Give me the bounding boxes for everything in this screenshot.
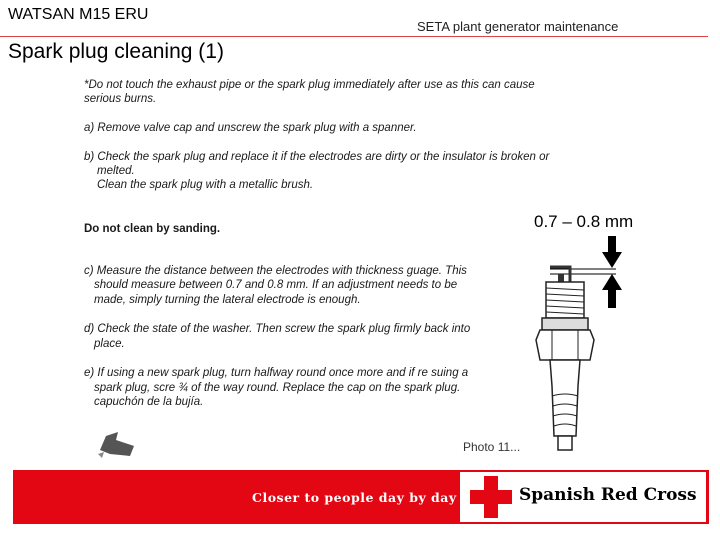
step-d-line-2: place.: [94, 338, 125, 350]
header-divider: [0, 36, 708, 37]
step-e-line-1: e) If using a new spark plug, turn halfway round once more and if re suing a: [84, 367, 469, 379]
gap-label: 0.7 – 0.8 mm: [534, 212, 634, 231]
header-left-text: WATSAN M15 ERU: [8, 6, 149, 23]
header-right-text: SETA plant generator maintenance: [417, 19, 619, 34]
red-cross-icon: [470, 476, 512, 518]
step-b-line-2: melted.: [97, 165, 135, 177]
step-e-line-2: spark plug, scre ¾ of the way round. Replace the cap on the spark plug.: [94, 382, 461, 394]
no-sanding-note: Do not clean by sanding.: [84, 223, 221, 235]
step-c-line-3: made, simply turning the lateral electrode is enough.: [94, 294, 361, 306]
step-c-line-2: should measure between 0.7 and 0.8 mm. If an adjustment needs to be: [94, 279, 458, 291]
photo-caption: Photo 11...: [463, 440, 521, 454]
step-b-line-3: Clean the spark plug with a metallic brush.: [97, 179, 314, 191]
step-c-line-1: c) Measure the distance between the electrodes with thickness guage. This: [84, 265, 467, 277]
slide-title: Spark plug cleaning (1): [8, 40, 224, 63]
footer-brand: Spanish Red Cross: [519, 485, 697, 505]
warning-line-2: serious burns.: [84, 93, 157, 105]
step-b-line-1: b) Check the spark plug and replace it if the electrodes are dirty or the insulator is broken or: [84, 151, 550, 163]
gap-arrow-down-icon: [602, 236, 622, 268]
step-e-line-3: capuchón de la bujía.: [94, 396, 204, 408]
gap-arrow-up-icon: [602, 274, 622, 308]
spark-plug-illustration: [520, 236, 640, 456]
footer-slogan: Closer to people day by day: [252, 490, 457, 505]
step-d-line-1: d) Check the state of the washer. Then screw the spark plug firmly back into: [84, 323, 471, 335]
corner-graphic: [96, 430, 136, 458]
warning-line-1: *Do not touch the exhaust pipe or the spark plug immediately after use as this can cause: [84, 79, 535, 91]
step-a: a) Remove valve cap and unscrew the spark plug with a spanner.: [84, 122, 417, 134]
